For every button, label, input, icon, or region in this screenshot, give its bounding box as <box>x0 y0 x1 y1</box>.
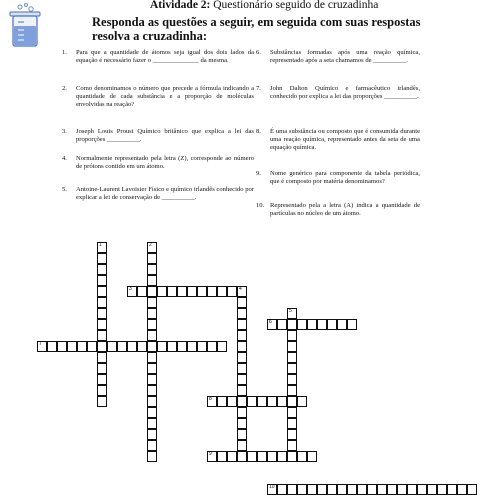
crossword-cell[interactable] <box>97 330 107 341</box>
question-4: 4. Normalmente representado pela letra (Z), corresponde ao número de prótons contido em um átomo. <box>62 155 254 170</box>
question-6: 6. Substâncias formadas após uma reação química, representado após a seta chamamos de __________. <box>256 49 420 64</box>
crossword-cell[interactable] <box>237 385 247 396</box>
crossword-cell[interactable] <box>127 341 137 352</box>
crossword-cell[interactable] <box>287 341 297 352</box>
crossword-cell[interactable] <box>287 385 297 396</box>
crossword-cell[interactable] <box>267 484 277 495</box>
crossword-cell[interactable] <box>147 319 157 330</box>
crossword-cell[interactable] <box>257 451 267 462</box>
crossword-cell[interactable] <box>257 396 267 407</box>
crossword-cell[interactable] <box>237 407 247 418</box>
question-9: 9. Nome genérico para componente da tabela periódica, que é composto por matéria denominamos? <box>256 170 420 185</box>
crossword-cell[interactable] <box>157 286 167 297</box>
crossword-cell[interactable] <box>237 297 247 308</box>
crossword-cell[interactable] <box>237 308 247 319</box>
crossword-cell[interactable] <box>237 352 247 363</box>
crossword-cell[interactable] <box>267 451 277 462</box>
crossword-cell[interactable] <box>217 396 227 407</box>
crossword-cell[interactable] <box>327 319 337 330</box>
crossword-cell[interactable] <box>147 407 157 418</box>
crossword-cell[interactable] <box>147 440 157 451</box>
crossword-cell[interactable] <box>147 341 157 352</box>
crossword-cell[interactable] <box>347 319 357 330</box>
crossword-cell[interactable] <box>147 297 157 308</box>
crossword-cell[interactable] <box>297 396 307 407</box>
crossword-cell[interactable] <box>187 341 197 352</box>
crossword-cell[interactable] <box>57 341 67 352</box>
crossword-cell[interactable] <box>297 451 307 462</box>
crossword-cell[interactable] <box>207 396 217 407</box>
crossword-cell[interactable] <box>147 308 157 319</box>
crossword-cell[interactable] <box>147 286 157 297</box>
crossword-cell[interactable] <box>147 275 157 286</box>
clue-number: 4 <box>239 286 242 292</box>
crossword-cell[interactable] <box>287 407 297 418</box>
crossword-cell[interactable] <box>47 341 57 352</box>
crossword-cell[interactable] <box>127 286 137 297</box>
crossword-cell[interactable] <box>307 484 317 495</box>
crossword-cell[interactable] <box>347 484 357 495</box>
clue-number: 6 <box>269 319 272 325</box>
crossword-cell[interactable] <box>227 396 237 407</box>
crossword-cell[interactable] <box>147 330 157 341</box>
crossword-cell[interactable] <box>247 396 257 407</box>
crossword-cell[interactable] <box>147 451 157 462</box>
crossword-cell[interactable] <box>277 319 287 330</box>
question-7: 7. John Dalton Químico e farmacêutico irlandês, conhecido por explica a lei das proporções __________. <box>256 85 420 100</box>
crossword-cell[interactable] <box>307 319 317 330</box>
crossword-cell[interactable] <box>177 286 187 297</box>
crossword-cell[interactable] <box>327 484 337 495</box>
clue-number: 7 <box>39 341 42 347</box>
crossword-cell[interactable] <box>287 484 297 495</box>
question-5: 5. Antoine-Laurent Lavoisier Físico e químico irlandês conhecido por explicar a lei de conservação de __________. <box>62 186 254 201</box>
clue-number: 10 <box>269 484 275 490</box>
crossword-cell[interactable] <box>367 484 377 495</box>
crossword-cell[interactable] <box>147 385 157 396</box>
crossword-cell[interactable] <box>87 341 97 352</box>
clue-number: 5 <box>289 308 292 314</box>
crossword-cell[interactable] <box>207 286 217 297</box>
crossword-cell[interactable] <box>207 341 217 352</box>
instructions-line-2: resolva a cruzadinha: <box>92 29 208 43</box>
crossword-cell[interactable] <box>237 374 247 385</box>
activity-label: Atividade 2: <box>150 0 211 11</box>
question-10: 10. Representado pela a letra (A) indica a quantidade de partículas no núcleo de um átomo. <box>256 202 420 217</box>
crossword-cell[interactable] <box>147 429 157 440</box>
crossword-cell[interactable] <box>147 352 157 363</box>
crossword-cell[interactable] <box>97 308 107 319</box>
crossword-cell[interactable] <box>287 330 297 341</box>
crossword-cell[interactable] <box>237 418 247 429</box>
crossword-cell[interactable] <box>387 484 397 495</box>
crossword-cell[interactable] <box>307 451 317 462</box>
crossword-cell[interactable] <box>437 484 447 495</box>
crossword-cell[interactable] <box>277 451 287 462</box>
crossword-cell[interactable] <box>337 484 347 495</box>
crossword-cell[interactable] <box>237 319 247 330</box>
clue-number: 3 <box>129 286 132 292</box>
crossword-cell[interactable] <box>267 319 277 330</box>
crossword-cell[interactable] <box>177 341 187 352</box>
crossword-cell[interactable] <box>97 286 107 297</box>
crossword-cell[interactable] <box>277 396 287 407</box>
crossword-cell[interactable] <box>147 242 157 253</box>
crossword-cell[interactable] <box>217 341 227 352</box>
crossword-cell[interactable] <box>97 396 107 407</box>
clue-number: 2 <box>149 242 152 248</box>
question-1: 1. Para que a quantidade de átomos seja igual dos dois lados da equação é necessário fazer o ______________ da mesma. <box>62 49 254 64</box>
crossword-cell[interactable] <box>287 308 297 319</box>
crossword-cell[interactable] <box>207 451 217 462</box>
crossword-cell[interactable] <box>227 451 237 462</box>
crossword-cell[interactable] <box>317 484 327 495</box>
crossword-cell[interactable] <box>457 484 467 495</box>
crossword-cell[interactable] <box>187 286 197 297</box>
crossword-cell[interactable] <box>97 253 107 264</box>
crossword-cell[interactable] <box>287 374 297 385</box>
crossword-cell[interactable] <box>287 319 297 330</box>
crossword-cell[interactable] <box>217 451 227 462</box>
crossword-cell[interactable] <box>407 484 417 495</box>
crossword-cell[interactable] <box>287 363 297 374</box>
crossword-cell[interactable] <box>237 396 247 407</box>
crossword-cell[interactable] <box>67 341 77 352</box>
crossword-cell[interactable] <box>237 429 247 440</box>
crossword-cell[interactable] <box>107 341 117 352</box>
crossword-cell[interactable] <box>237 286 247 297</box>
crossword-cell[interactable] <box>237 451 247 462</box>
crossword-cell[interactable] <box>297 484 307 495</box>
crossword-cell[interactable] <box>77 341 87 352</box>
crossword-cell[interactable] <box>337 319 347 330</box>
crossword-cell[interactable] <box>217 286 227 297</box>
crossword-cell[interactable] <box>237 440 247 451</box>
crossword-cell[interactable] <box>417 484 427 495</box>
crossword-cell[interactable] <box>377 484 387 495</box>
crossword-cell[interactable] <box>287 440 297 451</box>
crossword-cell[interactable] <box>97 363 107 374</box>
crossword-cell[interactable] <box>287 418 297 429</box>
crossword-cell[interactable] <box>297 319 307 330</box>
crossword-cell[interactable] <box>227 286 237 297</box>
crossword-cell[interactable] <box>97 352 107 363</box>
crossword-cell[interactable] <box>37 341 47 352</box>
crossword-cell[interactable] <box>197 286 207 297</box>
crossword-cell[interactable] <box>147 374 157 385</box>
crossword-cell[interactable] <box>97 319 107 330</box>
crossword-cell[interactable] <box>167 341 177 352</box>
crossword-cell[interactable] <box>447 484 457 495</box>
question-3: 3. Joseph Louis Proust Químico britânico que explica a lei das proporções __________. <box>62 128 254 143</box>
crossword-cell[interactable] <box>97 385 107 396</box>
crossword-cell[interactable] <box>397 484 407 495</box>
crossword-cell[interactable] <box>117 341 127 352</box>
crossword-cell[interactable] <box>467 484 477 495</box>
crossword-cell[interactable] <box>137 341 147 352</box>
crossword-cell[interactable] <box>237 341 247 352</box>
crossword-cell[interactable] <box>97 374 107 385</box>
question-2: 2. Como denominamos o número que precede a fórmula indicando a quantidade de cada substância e a proporção de moléculas envolvidas na reação? <box>62 85 254 108</box>
crossword-cell[interactable] <box>267 396 277 407</box>
activity-subtitle: Questionário seguido de cruzadinha <box>213 0 379 11</box>
crossword-cell[interactable] <box>97 242 107 253</box>
crossword-cell[interactable] <box>97 264 107 275</box>
question-8: 8. É uma substância ou composto que é consumida durante uma reação química, representado antes da seta de uma equação química. <box>256 128 420 151</box>
clue-number: 8 <box>209 396 212 402</box>
instructions-line-1: Responda as questões a seguir, em seguida com suas respostas <box>92 15 421 29</box>
clue-number: 9 <box>209 451 212 457</box>
clue-number: 1 <box>99 242 102 248</box>
crossword-cell[interactable] <box>357 484 367 495</box>
crossword-cell[interactable] <box>317 319 327 330</box>
crossword-cell[interactable] <box>237 363 247 374</box>
crossword-cell[interactable] <box>147 363 157 374</box>
crossword-cell[interactable] <box>137 286 147 297</box>
crossword-cell[interactable] <box>287 451 297 462</box>
crossword-cell[interactable] <box>97 297 107 308</box>
crossword-cell[interactable] <box>287 396 297 407</box>
crossword-cell[interactable] <box>247 451 257 462</box>
crossword-cell[interactable] <box>287 429 297 440</box>
crossword-cell[interactable] <box>97 275 107 286</box>
crossword-cell[interactable] <box>97 341 107 352</box>
crossword-cell[interactable] <box>147 418 157 429</box>
crossword-cell[interactable] <box>147 264 157 275</box>
crossword-cell[interactable] <box>147 396 157 407</box>
crossword-cell[interactable] <box>157 341 167 352</box>
crossword-cell[interactable] <box>167 286 177 297</box>
crossword-cell[interactable] <box>277 484 287 495</box>
crossword-cell[interactable] <box>237 330 247 341</box>
crossword-cell[interactable] <box>287 352 297 363</box>
crossword-cell[interactable] <box>197 341 207 352</box>
crossword-cell[interactable] <box>147 253 157 264</box>
crossword-cell[interactable] <box>427 484 437 495</box>
